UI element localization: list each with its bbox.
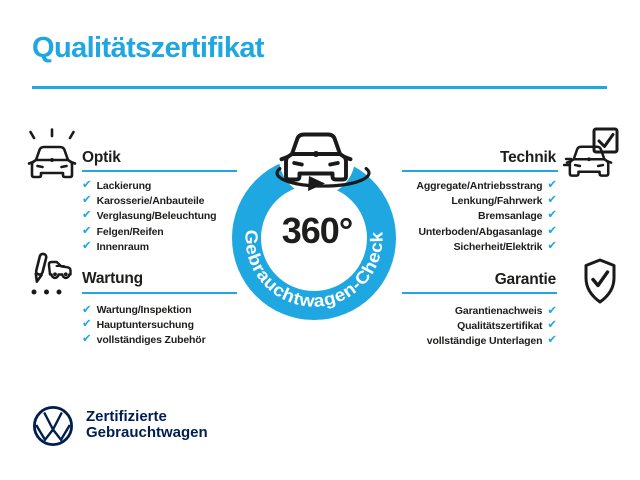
checklist-item: ✔ Lackierung [82, 178, 152, 192]
check-icon: ✔ [82, 318, 92, 331]
check-icon: ✔ [82, 240, 92, 253]
car-checkbox-icon [563, 126, 621, 184]
section-title-garantie: Garantie [494, 271, 556, 288]
checklist-item: Aggregate/Antriebsstrang ✔ [416, 178, 557, 192]
checklist-item: ✔ Innenraum [82, 240, 149, 253]
check-icon: ✔ [547, 224, 557, 237]
checklist-item: ✔ Verglasung/Beleuchtung [82, 209, 217, 223]
brand-line-2: Gebrauchtwagen [86, 423, 208, 441]
wartung-checklist [82, 303, 206, 347]
check-icon: ✔ [82, 194, 92, 207]
section-title-optik: Optik [82, 149, 121, 166]
optik-underline [82, 170, 237, 172]
shield-check-icon [582, 257, 618, 307]
check-icon: ✔ [82, 224, 92, 237]
checklist-item: Garantienachweis ✔ [454, 304, 557, 318]
check-icon: ✔ [547, 240, 557, 253]
checklist-item: Sicherheit/Elektrik ✔ [453, 240, 557, 253]
garantie-checklist [427, 304, 557, 348]
360-check-badge [220, 100, 420, 332]
checklist-item: ✔ vollständiges Zubehör [82, 333, 206, 346]
technik-checklist [416, 178, 557, 254]
checklist-item: vollständige Unterlagen ✔ [426, 334, 557, 347]
ring-label: Gebrauchtwagen-Check [241, 229, 387, 311]
check-icon: ✔ [547, 304, 557, 317]
technik-underline [402, 170, 558, 172]
brand-line-1: Zertifizierte [86, 408, 167, 425]
page-title: Qualitätszertifikat [32, 32, 264, 64]
garantie-underline [402, 292, 557, 294]
check-icon: ✔ [547, 194, 557, 207]
check-icon: ✔ [82, 333, 92, 346]
checklist-item: ✔ Felgen/Reifen [82, 224, 164, 238]
check-icon: ✔ [82, 303, 92, 316]
checklist-item: Lenkung/Fahrwerk ✔ [451, 194, 557, 207]
checklist-item: ✔ Wartung/Inspektion [82, 303, 192, 317]
wartung-underline [82, 292, 237, 294]
header-divider [32, 86, 607, 89]
check-icon: ✔ [547, 209, 557, 222]
checklist-item: Qualitätszertifikat ✔ [457, 319, 557, 333]
service-note-icon [26, 252, 74, 298]
optik-checklist [82, 178, 216, 254]
car-shine-icon [26, 126, 78, 184]
checklist-item: Unterboden/Abgasanlage ✔ [418, 224, 557, 238]
brand-claim [86, 409, 208, 440]
check-icon: ✔ [547, 319, 557, 332]
check-icon: ✔ [82, 209, 92, 222]
section-title-technik: Technik [499, 149, 556, 166]
checklist-item: ✔ Hauptuntersuchung [82, 318, 194, 332]
vw-logo-icon [32, 405, 74, 447]
check-icon: ✔ [547, 334, 557, 347]
degree-label: 360° [281, 210, 353, 251]
check-icon: ✔ [547, 178, 557, 191]
check-icon: ✔ [82, 178, 92, 191]
checklist-item: Bremsanlage ✔ [478, 209, 557, 223]
section-title-wartung: Wartung [82, 270, 143, 287]
checklist-item: ✔ Karosserie/Anbauteile [82, 194, 205, 207]
